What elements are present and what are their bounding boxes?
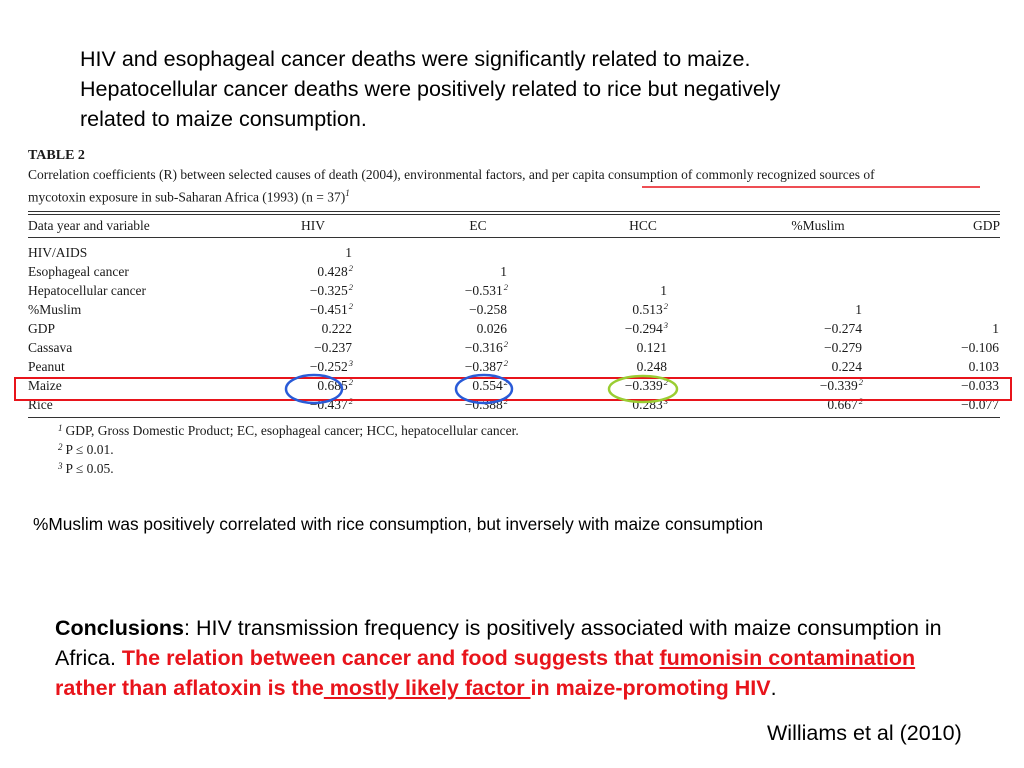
table-row (28, 243, 1000, 262)
cell-value: −0.437 (309, 397, 348, 412)
cell-hcc (583, 319, 668, 338)
cell-hcc (583, 395, 668, 414)
cell-value: −0.033 (961, 378, 999, 393)
row-label: Maize (28, 378, 62, 393)
cell-gdp (908, 395, 1000, 414)
cell-value: 1 (992, 321, 999, 336)
cell-significance-mark: 3 (663, 320, 668, 330)
cell-value: −0.274 (824, 321, 862, 336)
cell-muslim (773, 243, 863, 262)
cell-significance-mark: 2 (503, 358, 508, 368)
cell-value: 0.222 (321, 321, 352, 336)
cell-significance-mark: 2 (348, 377, 353, 387)
cell-ec (428, 338, 508, 357)
cell-value: 0.283 (632, 397, 663, 412)
row-label: Esophageal cancer (28, 264, 129, 279)
cell-value: 0.103 (968, 359, 999, 374)
cell-hcc (583, 338, 668, 357)
cell-hiv (273, 376, 353, 395)
row-label: Peanut (28, 359, 65, 374)
cell-value: 1 (345, 245, 352, 260)
cell-value: −0.279 (824, 340, 862, 355)
cell-significance-mark: 2 (503, 396, 508, 406)
conclusions-heading: Conclusions (55, 616, 185, 640)
cell-significance-mark: 2 (858, 396, 863, 406)
cell-value: −0.106 (961, 340, 999, 355)
conclusions-likely-factor: mostly likely factor (323, 676, 531, 700)
footnote (58, 441, 1000, 460)
cell-significance-mark: 2 (503, 377, 508, 387)
cell-significance-mark: 2 (503, 339, 508, 349)
cell-gdp (908, 376, 1000, 395)
table-row (28, 357, 1000, 376)
conclusions-fumonisin: fumonisin contamination (659, 646, 916, 670)
cell-hcc (583, 357, 668, 376)
cell-muslim (773, 376, 863, 395)
cell-value: −0.316 (464, 340, 503, 355)
cell-gdp (908, 319, 1000, 338)
cell-value: 1 (500, 264, 507, 279)
header-muslim: %Muslim (791, 218, 845, 233)
footnote-text: P ≤ 0.05. (65, 461, 114, 476)
cell-significance-mark: 2 (663, 377, 668, 387)
cell-value: −0.339 (624, 378, 663, 393)
cell-hcc (583, 300, 668, 319)
conclusions-red-2: rather than aflatoxin is the (55, 676, 324, 700)
cell-value: 1 (660, 283, 667, 298)
cell-value: −0.325 (309, 283, 348, 298)
cell-value: −0.237 (314, 340, 352, 355)
table-footnotes (58, 422, 1000, 479)
intro-line-3: related to maize consumption. (80, 107, 367, 131)
cell-hiv (273, 357, 353, 376)
cell-ec (428, 300, 508, 319)
cell-hiv (273, 300, 353, 319)
footnote-mark: 3 (58, 461, 63, 471)
cell-hiv (273, 243, 353, 262)
row-label: HIV/AIDS (28, 245, 88, 260)
cell-significance-mark: 3 (663, 396, 668, 406)
header-hcc: HCC (629, 218, 657, 233)
intro-line-1: HIV and esophageal cancer deaths were significantly related to maize. (80, 47, 751, 71)
conclusions-period: . (770, 676, 777, 700)
cell-gdp (908, 262, 1000, 281)
cell-value: −0.531 (464, 283, 503, 298)
cell-significance-mark: 2 (348, 301, 353, 311)
intro-line-2: Hepatocellular cancer deaths were positively related to rice but negatively (80, 77, 781, 101)
cell-muslim (773, 281, 863, 300)
cell-value: −0.388 (464, 397, 503, 412)
cell-value: 0.224 (831, 359, 862, 374)
cell-ec (428, 262, 508, 281)
cell-significance-mark: 3 (348, 358, 353, 368)
correlation-table (28, 147, 1000, 479)
cell-significance-mark: 2 (348, 282, 353, 292)
intro-text (80, 44, 980, 134)
caption-line-1: Correlation coefficients (R) between selected causes of death (2004), environmental factors, and per capita consumption of commonly recognized sources of (28, 167, 875, 182)
citation: Williams et al (2010) (767, 721, 962, 745)
cell-value: −0.294 (624, 321, 663, 336)
cell-value: 0.513 (632, 302, 663, 317)
table-row (28, 300, 1000, 319)
cell-value: 0.121 (636, 340, 667, 355)
muslim-note: %Muslim was positively correlated with rice consumption, but inversely with maize consumption (33, 514, 763, 534)
cell-ec (428, 357, 508, 376)
cell-ec (428, 376, 508, 395)
cell-muslim (773, 395, 863, 414)
cell-hiv (273, 281, 353, 300)
cell-ec (428, 319, 508, 338)
cell-significance-mark: 2 (503, 282, 508, 292)
footnote (58, 460, 1000, 479)
table-row (28, 376, 1000, 395)
cell-value: −0.339 (819, 378, 858, 393)
cell-hcc (583, 243, 668, 262)
cell-muslim (773, 319, 863, 338)
cell-ec (428, 281, 508, 300)
table-title: TABLE 2 (28, 148, 85, 163)
table-header-rule (28, 237, 1000, 238)
cell-value: −0.258 (469, 302, 507, 317)
cell-value: −0.387 (464, 359, 503, 374)
cell-value: −0.451 (309, 302, 348, 317)
cell-gdp (908, 338, 1000, 357)
cell-value: −0.077 (961, 397, 999, 412)
caption-line-2: mycotoxin exposure in sub-Saharan Africa (1993) (n = 37) (28, 189, 346, 205)
cell-hiv (273, 338, 353, 357)
table-bottom-rule (28, 417, 1000, 418)
footnote-mark: 1 (58, 423, 63, 433)
row-label: Rice (28, 397, 53, 412)
header-ec: EC (469, 218, 487, 233)
table-row (28, 319, 1000, 338)
row-label: GDP (28, 321, 56, 336)
cell-significance-mark: 2 (348, 263, 353, 273)
footnote (58, 422, 1000, 441)
table-row (28, 281, 1000, 300)
table-body (28, 243, 1000, 414)
conclusions-red-1: The relation between cancer and food suggests that (121, 646, 660, 670)
table-caption (28, 165, 1000, 203)
cell-significance-mark: 2 (663, 301, 668, 311)
cell-value: 0.026 (476, 321, 507, 336)
cell-hcc (583, 262, 668, 281)
cell-value: 1 (855, 302, 862, 317)
cell-gdp (908, 300, 1000, 319)
cell-muslim (773, 338, 863, 357)
table-row (28, 262, 1000, 281)
cell-gdp (908, 281, 1000, 300)
footnote-mark: 2 (58, 442, 63, 452)
cell-hcc (583, 376, 668, 395)
table-row (28, 338, 1000, 357)
cell-hiv (273, 262, 353, 281)
cell-value: 0.428 (317, 264, 348, 279)
table-header-row (28, 215, 1000, 237)
cell-hiv (273, 395, 353, 414)
cell-muslim (773, 262, 863, 281)
cell-value: 0.554 (472, 378, 503, 393)
header-variable: Data year and variable (28, 218, 150, 233)
cell-value: 0.248 (636, 359, 667, 374)
cell-ec (428, 395, 508, 414)
footnote-text: P ≤ 0.01. (65, 442, 114, 457)
row-label: Cassava (28, 340, 73, 355)
caption-footnote-mark: 1 (345, 188, 350, 198)
cell-ec (428, 243, 508, 262)
footnote-text: GDP, Gross Domestic Product; EC, esophageal cancer; HCC, hepatocellular cancer. (65, 423, 519, 438)
table-row (28, 395, 1000, 414)
cell-hcc (583, 281, 668, 300)
row-label: %Muslim (28, 302, 82, 317)
conclusions-red-3: in maize-promoting HIV (530, 676, 771, 700)
conclusions-paragraph (55, 613, 965, 703)
header-hiv: HIV (301, 218, 325, 233)
cell-hiv (273, 319, 353, 338)
cell-muslim (773, 300, 863, 319)
header-gdp: GDP (972, 218, 1000, 233)
cell-value: 0.667 (827, 397, 858, 412)
cell-value: −0.252 (309, 359, 348, 374)
conclusions-text: : HIV transmission frequency is positively associated with maize consumption in Africa. (55, 616, 942, 670)
row-label: Hepatocellular cancer (28, 283, 147, 298)
cell-muslim (773, 357, 863, 376)
cell-value: 0.685 (317, 378, 348, 393)
cell-significance-mark: 2 (348, 396, 353, 406)
cell-gdp (908, 357, 1000, 376)
cell-significance-mark: 2 (858, 377, 863, 387)
cell-gdp (908, 243, 1000, 262)
